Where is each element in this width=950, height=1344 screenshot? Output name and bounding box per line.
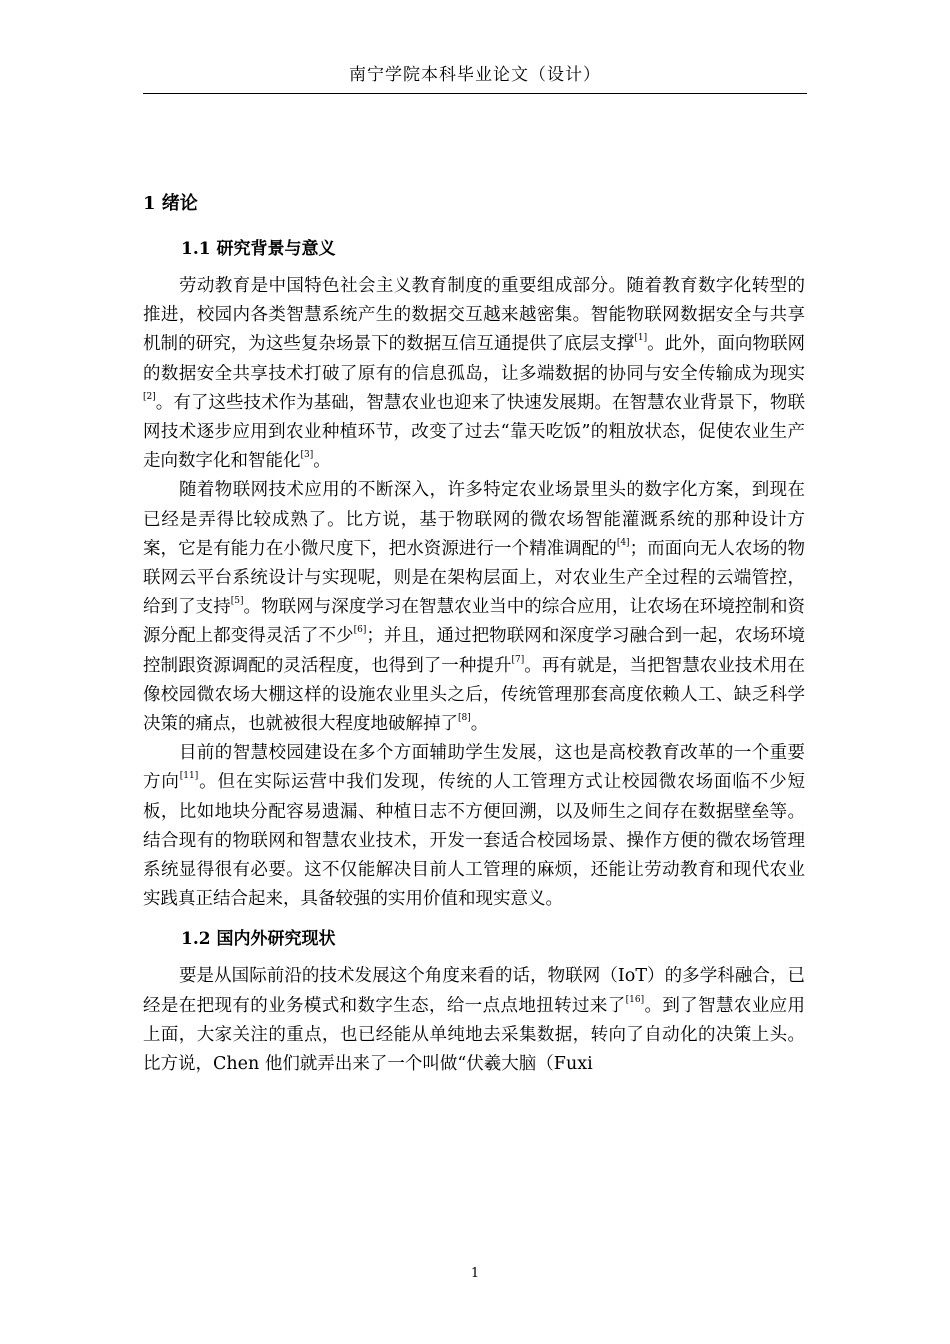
text-run: 。此外，面向物联网的数据安全共享技术打破了原有的信息孤岛，让多端数据的协同与安全传输成为现实: [143, 334, 806, 384]
section-heading-1-2: 1.2 国内外研究现状: [181, 929, 336, 950]
page-number: 1: [470, 1266, 480, 1281]
citation-16: [16]: [625, 994, 645, 1005]
text-run: ；并且，通过把物联网和深度学习融合到一起，农场环境控制跟资源调配的灵活程度，也得到了一种提升: [143, 626, 806, 676]
paragraph-background-2: [143, 476, 805, 739]
page-header: [143, 62, 807, 94]
text-run: 。: [470, 714, 489, 735]
text-run: 要是从国际前沿的技术发展这个角度来看的话，物联网（IoT）的多学科融合，已经是在把现有的业务模式和数字生态，给一点点地扭转过来了: [143, 966, 805, 1016]
paragraph-research-status-1: [143, 962, 805, 1079]
citation-4: [4]: [616, 537, 630, 548]
citation-6: [6]: [353, 625, 367, 636]
text-run: 。到了智慧农业应用上面，大家关注的重点，也已经能从单纯地去采集数据，转向了自动化的决策上头。比方说，Chen 他们就弄出来了一个叫做“伏羲大脑（Fuxi: [143, 995, 806, 1075]
section-heading-1-1: 1.1 研究背景与意义: [181, 239, 336, 259]
paragraph-background-3: [143, 739, 805, 914]
citation-8: [8]: [458, 713, 471, 724]
text-run: ；而面向无人农场的物联网云平台系统设计与实现呢，则是在架构层面上，对农业生产全过程的云端管控，给到了支持: [143, 538, 805, 618]
chapter-heading: 1 绪论: [143, 193, 198, 214]
citation-1: [1]: [634, 333, 648, 344]
document-body: [143, 188, 805, 1079]
citation-5: [5]: [230, 596, 244, 607]
text-run: 目前的智慧校园建设在多个方面辅助学生发展，这也是高校教育改革的一个重要方向: [143, 743, 805, 793]
text-run: 。有了这些技术作为基础，智慧农业也迎来了快速发展期。在智慧农业背景下，物联网技术逐步应用到农业种植环节，改变了过去“靠天吃饭”的粗放状态，促使农业生产走向数字化和智能化: [143, 392, 805, 472]
text-run: 随着物联网技术应用的不断深入，许多特定农业场景里头的数字化方案，到现在已经是弄得比较成熟了。比方说，基于物联网的微农场智能灌溉系统的那种设计方案，它是有能力在小微尺度下，把水资源进行一个精准调配的: [143, 480, 805, 559]
text-run: 。物联网与深度学习在智慧农业当中的综合应用，让农场在环境控制和资源分配上都变得灵活了不少: [143, 597, 806, 647]
paragraph-background-1: [143, 272, 805, 476]
text-run: 。但在实际运营中我们发现，传统的人工管理方式让校园微农场面临不少短板，比如地块分配容易遗漏、种植日志不方便回溯，以及师生之间存在数据壁垒等。结合现有的物联网和智慧农业技术，开发一套适合校园场景、操作方便的微农场管理系统显得很有必要。这不仅能解决目前人工管理的麻烦，还能让劳动教育和现代农业实践真正结合起来，具备较强的实用价值和现实意义。: [143, 772, 806, 910]
citation-11: [11]: [179, 771, 199, 782]
text-run: 。: [313, 451, 331, 472]
citation-2: [2]: [143, 391, 156, 402]
text-run: 劳动教育是中国特色社会主义教育制度的重要组成部分。随着教育数字化转型的推进，校园内各类智慧系统产生的数据交互越来越密集。智能物联网数据安全与共享机制的研究，为这些复杂场景下的数据互信互通提供了底层支撑: [143, 276, 805, 355]
text-run: 。再有就是，当把智慧农业技术用在像校园微农场大棚这样的设施农业里头之后，传统管理那套高度依赖人工、缺乏科学决策的痛点，也就被很大程度地破解掉了: [143, 655, 806, 735]
header-title: 南宁学院本科毕业论文（设计）: [349, 65, 601, 85]
citation-7: [7]: [511, 654, 525, 665]
citation-3: [3]: [300, 450, 314, 461]
